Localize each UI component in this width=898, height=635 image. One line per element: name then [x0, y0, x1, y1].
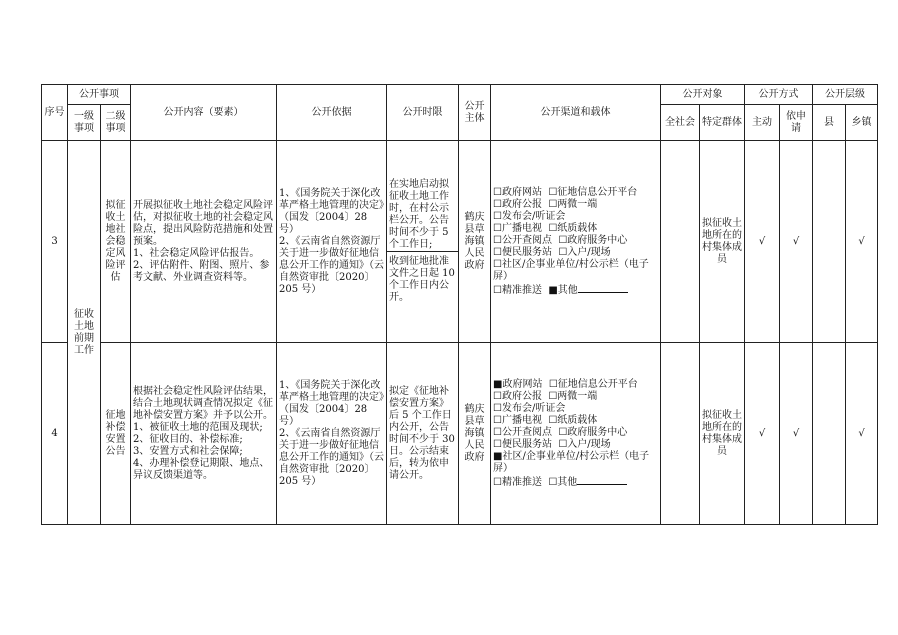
channel-option: ☐政府公报 [493, 390, 542, 402]
channel-option: ☐政府公报 [493, 198, 542, 210]
time-limit-part-b: 收到征地批准文件之日起 10 个工作日内公开。 [389, 256, 455, 303]
header-level1: 一级事项 [68, 105, 101, 141]
row-level-county [813, 343, 846, 525]
header-content: 公开内容（要素） [131, 85, 277, 141]
row-subject: 鹤庆县草海镇人民政府 [459, 343, 491, 525]
channel-option: ☐广播电视 [493, 414, 542, 426]
channel-line [493, 475, 658, 489]
channel-line [493, 199, 658, 211]
row-time-limit: 拟定《征地补偿安置方案》后 5 个工作日内公开，公告时间不少于 30 日。公示结束后，转为依申请公开。 [387, 343, 459, 525]
channel-option: ☐入户/现场 [558, 246, 611, 258]
row-level2: 征地补偿安置公告 [101, 343, 131, 525]
channel-line [493, 235, 658, 247]
channel-line [493, 415, 658, 427]
row-target-specific: 拟征收土地所在的村集体成员 [700, 141, 745, 343]
channel-line [493, 379, 658, 391]
row-target-all [661, 343, 700, 525]
header-gongkai-shixiang: 公开事项 [68, 85, 131, 105]
header-level2: 二级事项 [101, 105, 131, 141]
blank-underline [578, 283, 628, 293]
channel-line [493, 403, 658, 415]
blank-underline [577, 475, 627, 485]
channel-option: ■政府网站 [493, 378, 543, 390]
row-level-county [813, 141, 846, 343]
channel-line [493, 211, 658, 223]
row-channels [491, 141, 661, 343]
channel-option: ■其他 [548, 284, 578, 296]
header-level-county: 县 [813, 105, 846, 141]
channel-option: ☐发布会/听证会 [493, 402, 566, 414]
header-method-active: 主动 [745, 105, 780, 141]
row-target-all [661, 141, 700, 343]
table-row [42, 343, 878, 525]
channel-line [493, 187, 658, 199]
level1-item: 征收土地前期工作 [68, 141, 101, 525]
disclosure-table [41, 84, 878, 525]
row-channels [491, 343, 661, 525]
table-row [42, 141, 878, 343]
header-time-limit: 公开时限 [387, 85, 459, 141]
row-content: 根据社会稳定性风险评估结果，结合土地现状调查情况拟定《征地补偿安置方案》并予以公开。 1、被征收土地的范围及现状; 2、征收目的、补偿标准; 3、安置方式和社会保障; 4、办理补偿登记期限、地点、异议反馈渠道等。 [131, 343, 277, 525]
time-limit-part-a: 在实地启动拟征收土地工作时，在村公示栏公开。公告时间不少于 5 个工作日; [387, 179, 458, 252]
row-content: 开展拟征收土地社会稳定风险评估，对拟征收土地的社会稳定风险点，提出风险防范措施和处置预案。 1、社会稳定风险评估报告。 2、评估附件、附图、照片、参考文献、外业调查资料等。 [131, 141, 277, 343]
channel-line [493, 451, 658, 475]
channel-option: ☐征地信息公开平台 [548, 378, 638, 390]
header-seq: 序号 [42, 85, 68, 141]
channel-option: ☐公开查阅点 [493, 234, 552, 246]
row-time-limit [387, 141, 459, 343]
header-target: 公开对象 [661, 85, 745, 105]
channel-line [493, 259, 658, 283]
channel-option: ☐社区/企事业单位/村公示栏（电子屏） [493, 258, 649, 282]
row-level-town: √ [846, 141, 878, 343]
header-level: 公开层级 [813, 85, 878, 105]
channel-line [493, 283, 658, 297]
channel-option: ☐两微一端 [548, 390, 598, 402]
channel-option: ☐政府服务中心 [558, 426, 628, 438]
channel-option: ☐其他 [548, 476, 578, 488]
row-subject: 鹤庆县草海镇人民政府 [459, 141, 491, 343]
channel-option: ■社区/企事业单位/村公示栏（电子屏） [493, 450, 650, 474]
row-level2: 拟征收土地社会稳定风险评估 [101, 141, 131, 343]
channel-line [493, 427, 658, 439]
row-basis: 1、《国务院关于深化改革严格土地管理的决定》（国发〔2004〕28 号） 2、《云南省自然资源厅关于进一步做好征地信息公开工作的通知》（云自然资审批〔2020〕205 号） [277, 343, 387, 525]
header-channel: 公开渠道和载体 [491, 85, 661, 141]
channel-line [493, 391, 658, 403]
channel-option: ☐精准推送 [493, 476, 542, 488]
channel-option: ☐征地信息公开平台 [548, 186, 638, 198]
channel-option: ☐公开查阅点 [493, 426, 552, 438]
row-seq: 3 [42, 141, 68, 343]
row-basis: 1、《国务院关于深化改革严格土地管理的决定》（国发〔2004〕28 号） 2、《云南省自然资源厅关于进一步做好征地信息公开工作的通知》（云自然资审批〔2020〕205 号） [277, 141, 387, 343]
channel-option: ☐便民服务站 [493, 246, 552, 258]
row-method-active: √ [745, 141, 780, 343]
channel-option: ☐发布会/听证会 [493, 210, 566, 222]
channel-option: ☐广播电视 [493, 222, 542, 234]
header-subject: 公开主体 [459, 85, 491, 141]
header-target-all: 全社会 [661, 105, 700, 141]
channel-line [493, 247, 658, 259]
channel-option: ☐精准推送 [493, 284, 542, 296]
row-method-apply: √ [780, 141, 813, 343]
channel-option: ☐政府服务中心 [558, 234, 628, 246]
header-level-town: 乡镇 [846, 105, 878, 141]
header-method-apply: 依申请 [780, 105, 813, 141]
header-basis: 公开依据 [277, 85, 387, 141]
channel-line [493, 223, 658, 235]
row-method-apply: √ [780, 343, 813, 525]
row-level-town: √ [846, 343, 878, 525]
channel-option: ☐政府网站 [493, 186, 542, 198]
channel-option: ☐入户/现场 [558, 438, 611, 450]
row-target-specific: 拟征收土地所在的村集体成员 [700, 343, 745, 525]
channel-option: ☐两微一端 [548, 198, 598, 210]
channel-option: ☐纸质载体 [548, 222, 598, 234]
header-method: 公开方式 [745, 85, 813, 105]
channel-option: ☐纸质载体 [548, 414, 598, 426]
row-method-active: √ [745, 343, 780, 525]
channel-line [493, 439, 658, 451]
row-seq: 4 [42, 343, 68, 525]
header-target-specific: 特定群体 [700, 105, 745, 141]
channel-option: ☐便民服务站 [493, 438, 552, 450]
